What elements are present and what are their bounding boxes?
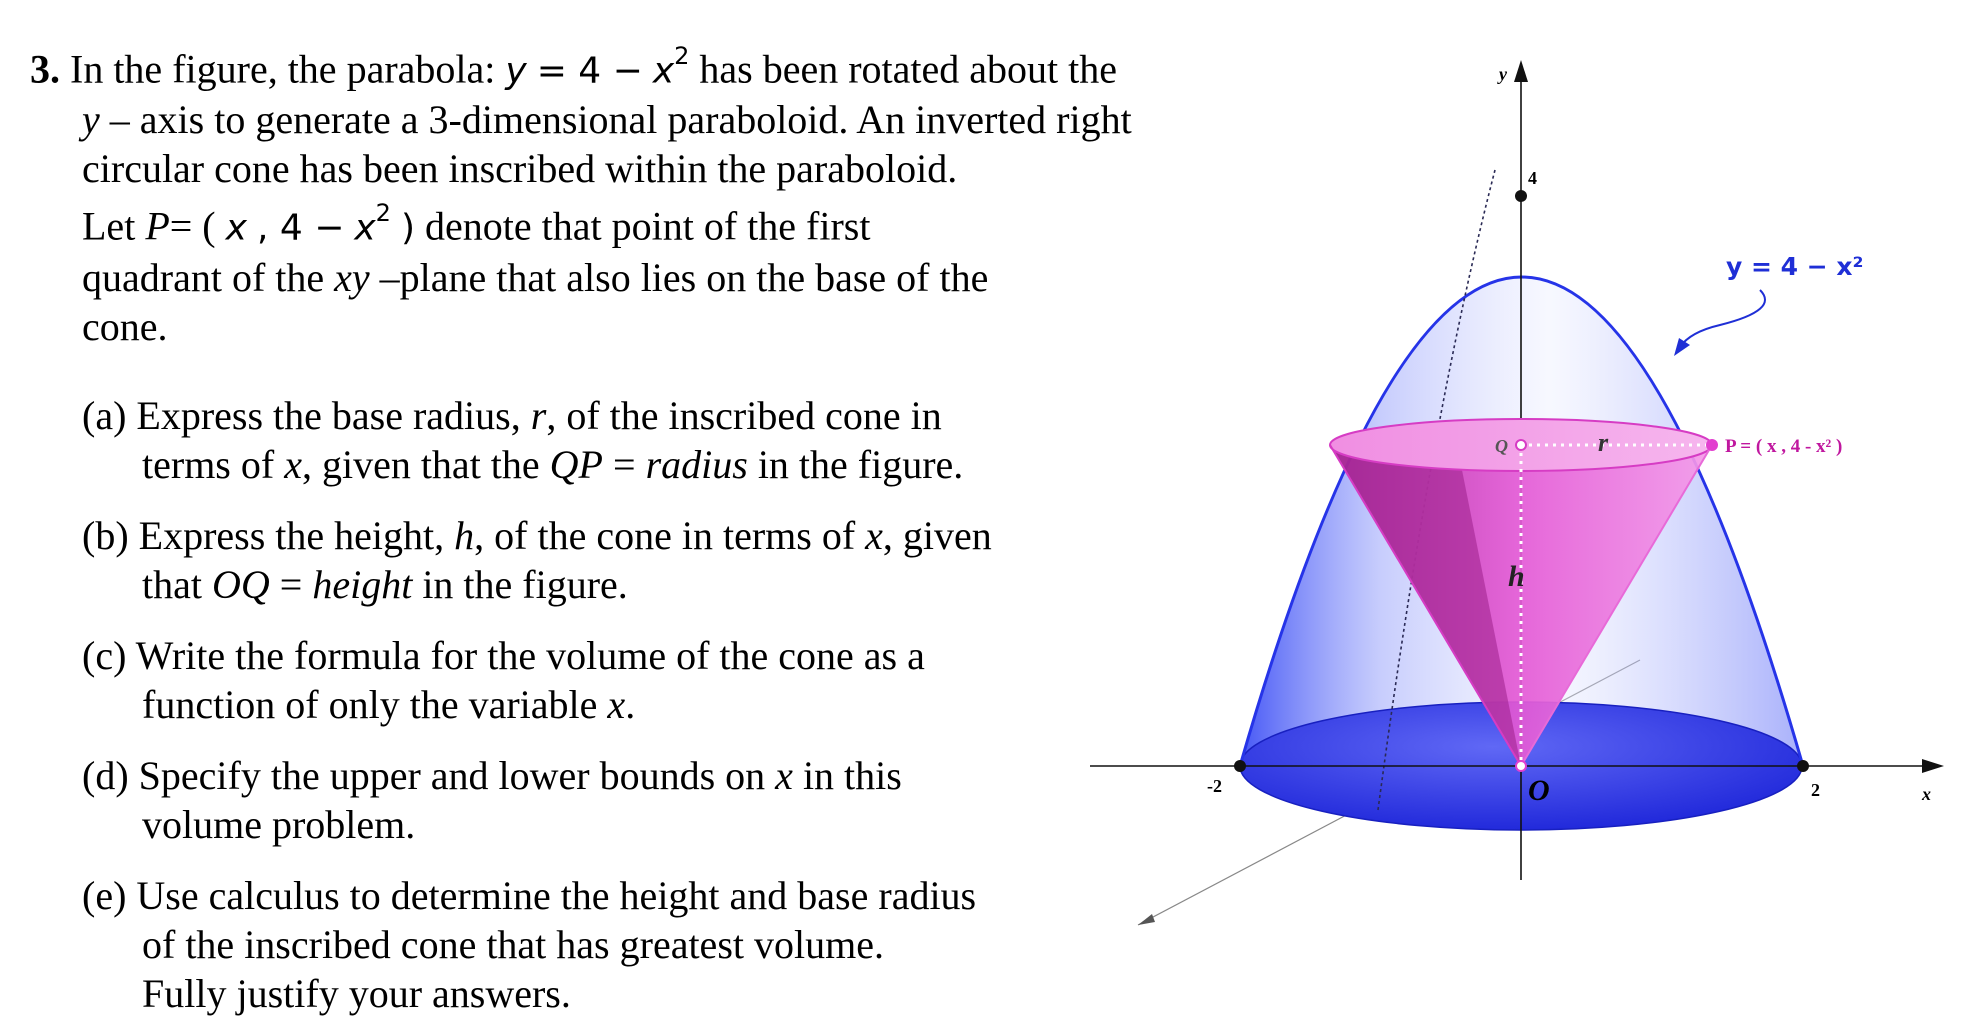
intro-text: –plane that also lies on the base of the [379,254,989,300]
var-OQ: OQ [211,561,270,607]
var-QP: QP [549,441,603,487]
point-2 [1797,760,1809,772]
height-label: h [1508,560,1525,593]
part-b [30,511,1210,609]
intro-text: – axis to generate a 3-dimensional paraboloid. An inverted right [109,97,1132,143]
part-text: in the figure. [757,441,964,487]
var-h: h [454,512,475,558]
part-a [30,391,1210,489]
intro-text: Let [82,203,136,249]
intro-line-2 [30,95,1210,144]
var-x: x [607,681,626,727]
intro-text: In the figure, the parabola: [70,46,496,92]
var-r: r [530,392,547,438]
part-text: (c) Write the formula for the volume of the cone as a [82,632,925,678]
intro-text: quadrant of the [82,254,325,300]
math-x: x [225,207,247,249]
point-P [1706,439,1718,451]
part-text: (b) Express the height, [82,512,445,558]
part-text: (a) Express the base radius, [82,392,521,438]
part-text: of the inscribed cone that has greatest volume. [142,921,884,967]
math-x: x [652,50,675,92]
intro-line-4 [30,193,1210,252]
var-x: x [865,512,883,558]
part-text: terms of [142,441,275,487]
math-x: x [354,207,376,249]
problem-text [30,36,1210,1018]
part-text: , given that the [301,441,540,487]
math-eq: = 4 − [536,50,643,92]
paraboloid-cone-figure [1090,40,1970,1000]
part-text: , of the cone in terms of [474,512,856,558]
part-text: Fully justify your answers. [142,970,571,1016]
var-x: x [284,441,302,487]
part-text: (d) Specify the upper and lower bounds on [82,752,766,798]
part-text: . [625,681,636,727]
intro-line-6: cone. [82,303,168,349]
intro-line-5 [30,253,1210,302]
intro-line-1 [30,36,1210,95]
part-text: = [613,441,636,487]
point-Q [1516,440,1526,450]
point-4 [1515,190,1527,202]
var-height: height [312,561,413,607]
part-e [30,871,1210,1018]
part-c [30,631,1210,729]
part-text: , given [882,512,992,558]
intro-text: has been rotated about the [699,46,1118,92]
point-O [1516,761,1526,771]
part-text: volume problem. [142,801,416,847]
math-exponent: 2 [375,199,391,228]
intro-text: = ( [169,203,216,249]
part-text: in the figure. [422,561,628,607]
intro-text: denote that point of the first [425,203,871,249]
var-P: P [145,203,170,249]
x-axis-arrow-icon [1922,759,1944,773]
tick-label-neg2: -2 [1207,776,1222,796]
part-text: in this [802,752,902,798]
part-text: (e) Use calculus to determine the height and base radius [82,872,977,918]
problem-number: 3. [30,46,60,92]
pointer-arrowhead-icon [1674,338,1690,356]
tick-label-2: 2 [1811,780,1820,800]
point-P-label: P = ( x , 4 - x² ) [1725,436,1843,457]
part-text: function of only the variable [142,681,598,727]
part-d [30,751,1210,849]
intro-line-3: circular cone has been inscribed within the paraboloid. [82,146,958,192]
y-axis-arrow-icon [1514,60,1528,82]
point-neg2 [1234,760,1246,772]
part-text: = [279,561,303,607]
var-radius: radius [645,441,748,487]
math-eq: , 4 − [256,207,345,249]
var-x: x [775,752,793,798]
part-text: , of the inscribed cone in [546,392,942,438]
curve-pointer-arrow [1680,290,1765,347]
origin-label: O [1528,774,1550,807]
x-axis-label: x [1922,784,1931,804]
math-paren: ) [400,207,415,249]
tick-label-4: 4 [1528,168,1537,188]
var-xy: xy [334,254,370,300]
part-text: that [142,561,202,607]
z-axis-arrow-icon [1138,914,1155,925]
Q-label: Q [1495,436,1508,456]
math-exponent: 2 [674,42,690,70]
curve-equation-label: y = 4 − x² [1726,252,1864,281]
y-axis-label: y [1499,64,1507,84]
math-y: y [505,50,527,92]
var-y: y [82,97,100,143]
radius-label: r [1598,428,1609,457]
